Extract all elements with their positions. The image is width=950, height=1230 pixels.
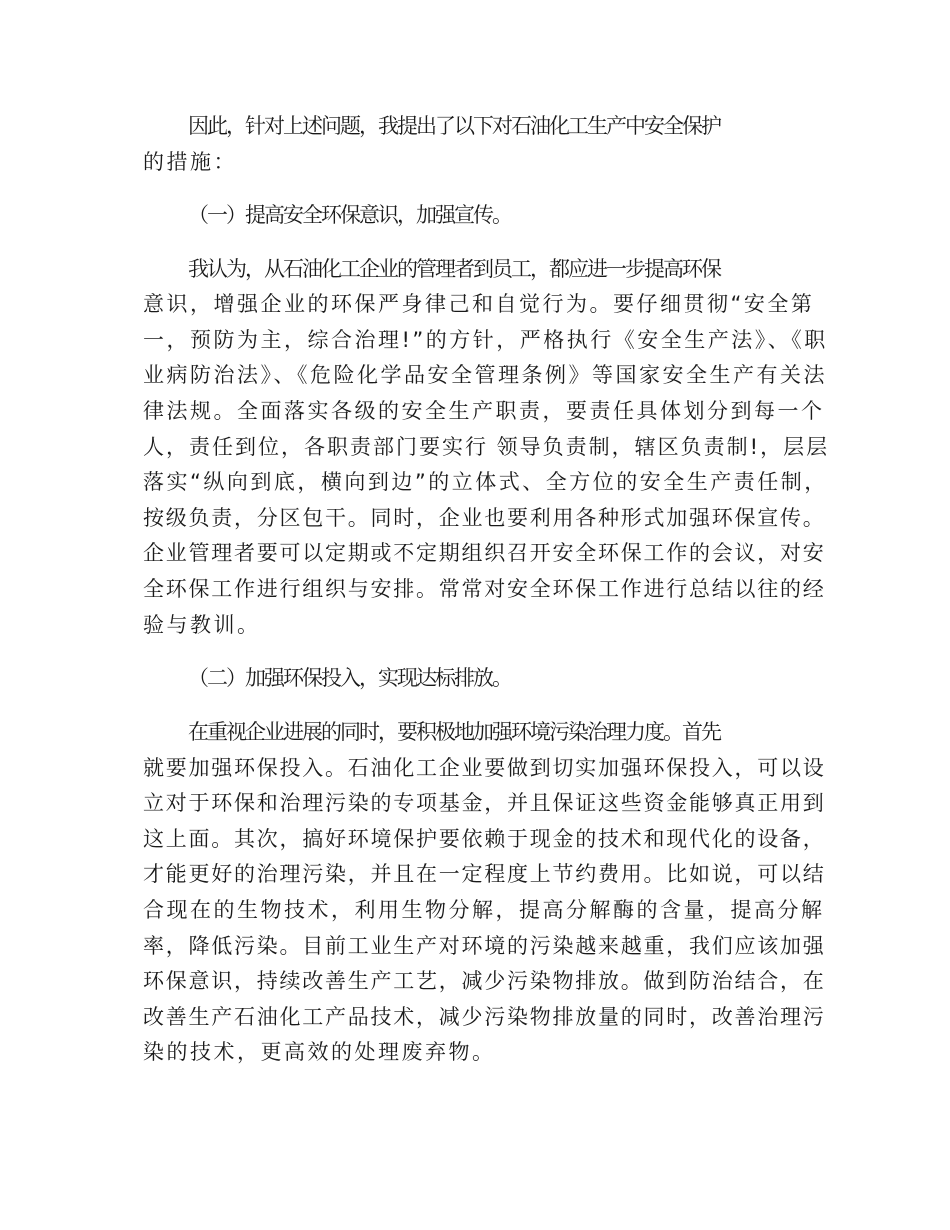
body-2-line-5: 才能更好的治理污染，并且在一定程度上节约费用。比如说，可以结 (143, 862, 826, 886)
body-2-line-8: 环保意识，持续改善生产工艺，减少污染物排放。做到防治结合，在 (143, 969, 826, 993)
body-1-line-3: 一，预防为主，综合治理!”的方针，严格执行《安全生产法》、《职 (143, 328, 828, 352)
section-heading-1: （一）提高安全环保意识，加强宣传。 (188, 203, 511, 227)
body-2-line-3: 立对于环保和治理污染的专项基金，并且保证这些资金能够真正用到 (143, 791, 826, 815)
body-1-line-4: 业病防治法》、《危险化学品安全管理条例》等国家安全生产有关法 (143, 363, 827, 387)
body-1-line-1: 我认为，从石油化工企业的管理者到员工，都应进一步提高环保 (188, 257, 720, 281)
body-2-line-10: 染的技术，更高效的处理废弃物。 (143, 1040, 496, 1064)
body-1-line-8: 按级负责，分区包干。同时，企业也要利用各种形式加强环保宣传。 (143, 506, 826, 530)
body-2-line-4: 这上面。其次，搞好环境保护要依赖于现金的技术和现代化的设备， (143, 827, 826, 851)
body-1-line-9: 企业管理者要可以定期或不定期组织召开安全环保工作的会议，对安 (143, 541, 826, 565)
body-2-line-2: 就要加强环保投入。石油化工企业要做到切实加强环保投入，可以设 (143, 756, 826, 780)
body-2-line-6: 合现在的生物技术，利用生物分解，提高分解酶的含量，提高分解 (143, 898, 825, 922)
intro-line-1: 因此，针对上述问题，我提出了以下对石油化工生产中安全保护 (188, 114, 720, 138)
body-1-line-10: 全环保工作进行组织与安排。常常对安全环保工作进行总结以往的经 (143, 577, 826, 601)
intro-line-2: 的措施： (143, 150, 237, 174)
body-2-line-7: 率，降低污染。目前工业生产对环境的污染越来越重，我们应该加强 (143, 934, 826, 958)
section-heading-2: （二）加强环保投入，实现达标排放。 (188, 666, 511, 690)
body-1-line-7: 落实“纵向到底，横向到边”的立体式、全方位的安全生产责任制， (143, 470, 828, 494)
body-1-line-6: 人，责任到位，各职责部门要实行 领导负责制，辖区负责制!，层层 (143, 435, 830, 459)
body-1-line-2: 意识，增强企业的环保严身律己和自觉行为。要仔细贯彻“安全第 (143, 292, 815, 316)
body-2-line-9: 改善生产石油化工产品技术，减少污染物排放量的同时，改善治理污 (143, 1005, 826, 1029)
body-2-line-1: 在重视企业进展的同时，要积极地加强环境污染治理力度。首先 (188, 720, 720, 744)
body-1-line-5: 律法规。全面落实各级的安全生产职责，要责任具体划分到每一个 (143, 399, 825, 423)
body-1-line-11: 验与教训。 (143, 613, 261, 637)
